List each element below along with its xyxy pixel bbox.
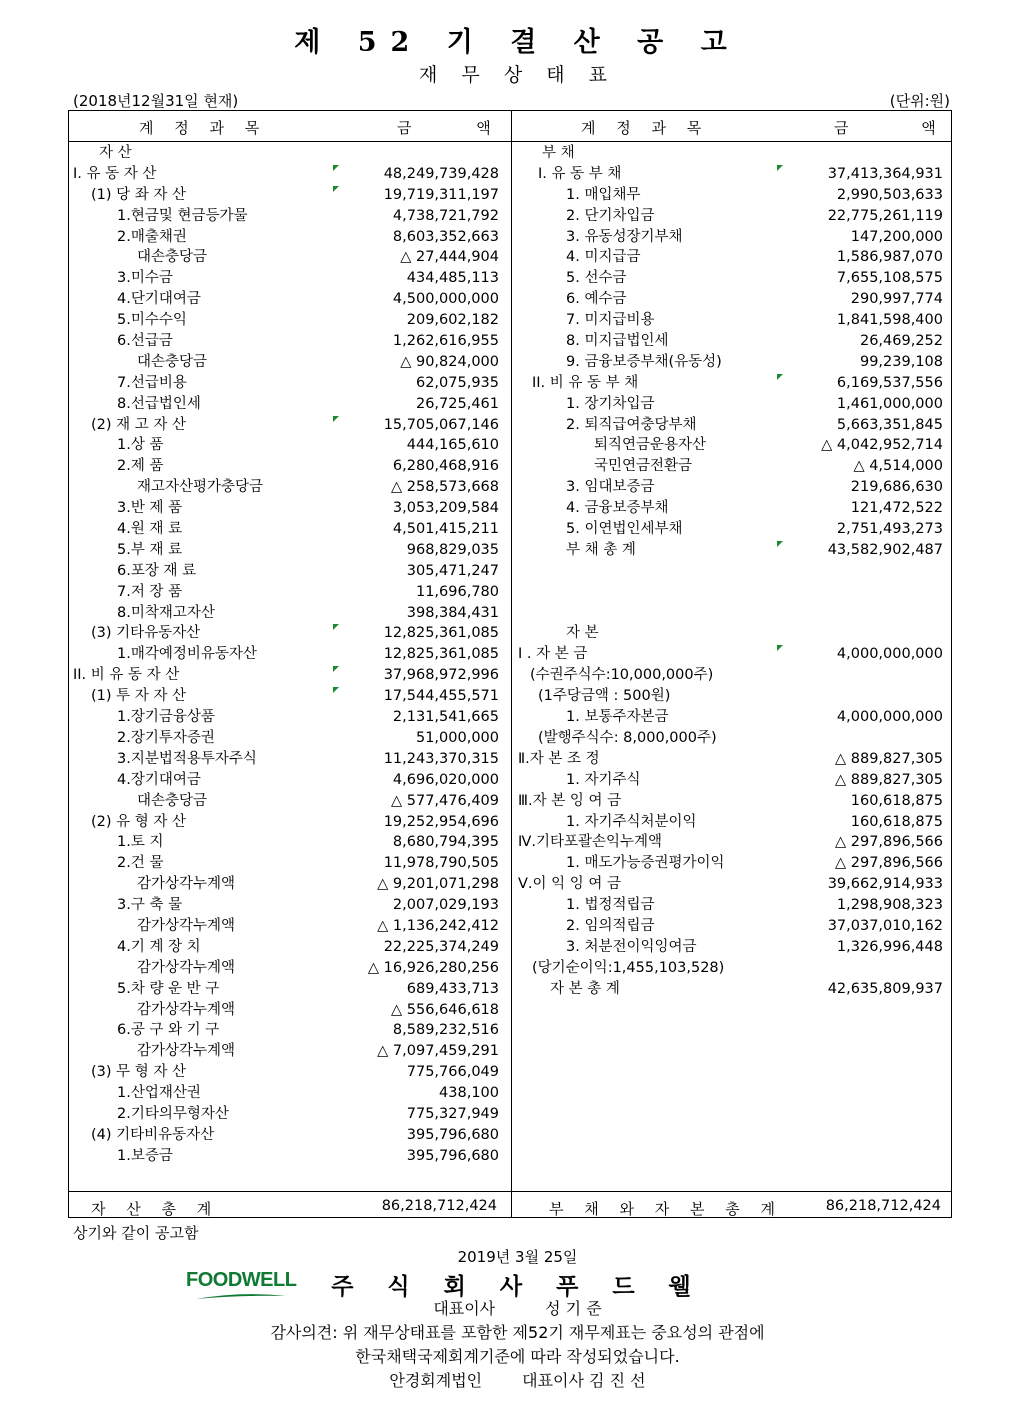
account-amount: 39,662,914,933 (827, 876, 943, 893)
account-amount: 968,829,035 (406, 541, 499, 558)
account-label: (4) 기타비유동자산 (91, 1126, 215, 1143)
table-row (69, 1041, 511, 1062)
account-label: 5. 선수금 (566, 270, 627, 287)
table-row (69, 310, 511, 331)
account-amount: 12,825,361,085 (383, 625, 499, 642)
table-row (512, 874, 953, 895)
account-amount: 1,586,987,070 (836, 249, 943, 266)
account-amount: 8,603,352,663 (392, 228, 499, 245)
account-label: 4.원 재 료 (117, 521, 183, 538)
account-label: (1주당금액 : 500원) (538, 688, 671, 705)
account-label: 4.단기대여금 (117, 291, 201, 308)
table-row (512, 665, 953, 686)
table-row (512, 728, 953, 749)
account-label: (3) 무 형 자 산 (91, 1064, 187, 1081)
balance-sheet-table (68, 110, 970, 1218)
account-label: 1.현금및 현금등가물 (117, 207, 248, 224)
account-amount: △ 297,896,566 (834, 834, 943, 851)
account-label: Ⅱ.자 본 조 정 (518, 750, 600, 767)
table-row (512, 206, 953, 227)
account-amount: 2,990,503,633 (836, 186, 943, 203)
table-row (512, 603, 953, 624)
account-label: 대손충당금 (137, 249, 208, 266)
account-label: 2. 임의적립금 (566, 917, 655, 934)
account-amount: 1,841,598,400 (836, 312, 943, 329)
account-amount: 434,485,113 (406, 270, 499, 287)
account-label: 자 본 총 계 (550, 980, 620, 997)
table-row (512, 853, 953, 874)
account-amount: 8,680,794,395 (392, 834, 499, 851)
ceo-line (0, 1296, 1035, 1319)
account-amount: 11,243,370,315 (383, 750, 499, 767)
account-label: 1. 법정적립금 (566, 897, 655, 914)
account-label: 5.미수수익 (117, 312, 187, 329)
table-row (69, 1083, 511, 1104)
table-row (69, 979, 511, 1000)
account-label: I . 자 본 금 (518, 646, 588, 663)
table-row (512, 247, 953, 268)
account-amount: 11,978,790,505 (383, 855, 499, 872)
table-row (512, 289, 953, 310)
unit-label: (단위:원) (889, 92, 950, 110)
account-amount: 7,655,108,575 (836, 270, 943, 287)
auditor-line (0, 1368, 1035, 1391)
account-label: 1. 보통주자본금 (566, 709, 669, 726)
account-amount: 121,472,522 (850, 500, 943, 517)
publication-date: 2019년 3월 25일 (457, 1248, 578, 1266)
total-assets-label: 자 산 총 계 (91, 1200, 220, 1218)
account-amount: 11,696,780 (415, 583, 499, 600)
account-label: 2. 퇴직급여충당부채 (566, 416, 697, 433)
account-label: 퇴직연금운용자산 (594, 437, 707, 454)
total-liabilities-equity-label: 부 채 와 자 본 총 계 (549, 1200, 784, 1218)
total-liabilities-equity-amount: 86,218,712,424 (825, 1198, 941, 1214)
account-amount: 444,165,610 (406, 437, 499, 454)
table-row (512, 644, 953, 665)
table-row (69, 665, 511, 686)
account-amount: 4,000,000,000 (836, 646, 943, 663)
logo-text: FOODWELL (186, 1269, 297, 1291)
account-label: Ⅳ.기타포괄손익누계액 (518, 834, 663, 851)
account-amount: 99,239,108 (859, 353, 943, 370)
table-row (69, 227, 511, 248)
table-row (69, 331, 511, 352)
table-row (69, 373, 511, 394)
account-label: 부 채 (542, 145, 575, 161)
account-label: I. 유 동 자 산 (73, 165, 157, 182)
account-label: II. 비 유 동 자 산 (73, 667, 180, 684)
table-row (69, 247, 511, 268)
account-amount: 5,663,351,845 (836, 416, 943, 433)
account-amount: 4,500,000,000 (392, 291, 499, 308)
table-row (69, 958, 511, 979)
auditor-ceo: 대표이사 김 진 선 (522, 1371, 646, 1390)
account-amount: 26,725,461 (415, 395, 499, 412)
account-amount: △ 27,444,904 (400, 249, 499, 266)
account-amount: 438,100 (439, 1085, 499, 1102)
table-row (512, 498, 953, 519)
table-row (69, 352, 511, 373)
account-label: 2.장기투자증권 (117, 729, 215, 746)
table-row (69, 456, 511, 477)
table-row (69, 770, 511, 791)
assets-column (69, 143, 511, 1183)
table-row (512, 812, 953, 833)
table-row (512, 916, 953, 937)
table-row (69, 686, 511, 707)
account-amount: 689,433,713 (406, 980, 499, 997)
auditor-firm: 안경회계법인 (389, 1371, 483, 1390)
account-amount: △ 16,926,280,256 (367, 959, 499, 976)
table-row (69, 1104, 511, 1125)
left-header-amount: 금 액 (397, 119, 521, 137)
account-amount: 2,751,493,273 (836, 521, 943, 538)
account-amount: 62,075,935 (415, 374, 499, 391)
account-label: 재고자산평가충당금 (137, 479, 264, 496)
account-amount: 1,298,908,323 (836, 897, 943, 914)
account-label: (발행주식수: 8,000,000주) (538, 729, 717, 746)
table-row (512, 895, 953, 916)
account-amount: 22,225,374,249 (383, 938, 499, 955)
account-label: 2.제 품 (117, 458, 164, 475)
account-label: 국민연금전환금 (594, 458, 693, 475)
table-row (69, 582, 511, 603)
account-label: 3.반 제 품 (117, 500, 183, 517)
account-label: 9. 금융보증부채(유동성) (566, 353, 722, 370)
table-row (512, 770, 953, 791)
account-label: 4. 금융보증부채 (566, 500, 669, 517)
table-row (512, 185, 953, 206)
account-amount: 42,635,809,937 (827, 980, 943, 997)
account-amount: 37,968,972,996 (383, 667, 499, 684)
table-row (69, 143, 511, 164)
account-label: 1.보증금 (117, 1147, 173, 1164)
table-row (512, 686, 953, 707)
table-row (512, 582, 953, 603)
table-row (69, 540, 511, 561)
account-label: 8.미착재고자산 (117, 604, 215, 621)
account-label: 2.매출채권 (117, 228, 187, 245)
account-label: (2) 재 고 자 산 (91, 416, 187, 433)
account-label: 6.포장 재 료 (117, 562, 197, 579)
company-name: 주 식 회 사 푸 드 웰 (331, 1273, 704, 1300)
account-amount: 43,582,902,487 (827, 541, 943, 558)
table-row (512, 310, 953, 331)
account-label: 5.부 재 료 (117, 541, 183, 558)
account-label: Ⅴ.이 익 잉 여 금 (518, 876, 621, 893)
ceo-title: 대표이사 (433, 1299, 496, 1318)
account-amount: 4,738,721,792 (392, 207, 499, 224)
table-row (512, 937, 953, 958)
account-label: 3. 임대보증금 (566, 479, 655, 496)
account-label: 1. 매도가능증권평가이익 (566, 855, 725, 872)
account-label: II. 비 유 동 부 채 (532, 374, 639, 391)
account-label: (1) 당 좌 자 산 (91, 186, 187, 203)
account-amount: 19,719,311,197 (383, 186, 499, 203)
account-amount: 51,000,000 (415, 729, 499, 746)
account-label: 6.공 구 와 기 구 (117, 1022, 220, 1039)
account-label: 2.건 물 (117, 855, 164, 872)
account-label: 감가상각누계액 (137, 959, 236, 976)
account-amount: 12,825,361,085 (383, 646, 499, 663)
right-header-item: 계 정 과 목 (581, 119, 710, 137)
account-label: 1.상 품 (117, 437, 164, 454)
account-label: 4. 미지급금 (566, 249, 641, 266)
account-label: 자 산 (99, 145, 132, 161)
account-label: (당기순이익:1,455,103,528) (532, 959, 725, 976)
as-of-date: (2018년12월31일 현재) (73, 92, 239, 110)
account-amount: 305,471,247 (406, 562, 499, 579)
green-marker-icon (333, 186, 339, 192)
account-amount: △ 577,476,409 (390, 792, 499, 809)
table-row (69, 707, 511, 728)
account-amount: 3,053,209,584 (392, 500, 499, 517)
table-row (69, 394, 511, 415)
account-amount: △ 7,097,459,291 (377, 1043, 499, 1060)
table-row (69, 206, 511, 227)
account-amount: 37,037,010,162 (827, 917, 943, 934)
table-row (512, 477, 953, 498)
table-row (69, 519, 511, 540)
audit-opinion-line2: 한국채택국제회계기준에 따라 작성되었습니다. (355, 1347, 680, 1366)
table-header-divider (69, 141, 951, 142)
table-row (69, 603, 511, 624)
green-marker-icon (777, 165, 783, 171)
account-amount: 395,796,680 (406, 1126, 499, 1143)
account-label: 1. 장기차입금 (566, 395, 655, 412)
account-amount: 4,000,000,000 (836, 709, 943, 726)
liabilities-equity-column (512, 143, 953, 1183)
account-label: (3) 기타유동자산 (91, 625, 201, 642)
account-label: 감가상각누계액 (137, 876, 236, 893)
account-label: 부 채 총 계 (566, 541, 636, 558)
table-row (69, 874, 511, 895)
account-amount: △ 297,896,566 (834, 855, 943, 872)
account-amount: △ 4,042,952,714 (821, 437, 943, 454)
account-amount: 15,705,067,146 (383, 416, 499, 433)
table-row (69, 1146, 511, 1167)
table-row (512, 164, 953, 185)
account-amount: 4,696,020,000 (392, 771, 499, 788)
table-row (512, 958, 953, 979)
account-label: 1.매각예정비유동자산 (117, 646, 257, 663)
account-label: 3. 유동성장기부채 (566, 228, 683, 245)
account-label: 5.차 량 운 반 구 (117, 980, 220, 997)
table-row (69, 477, 511, 498)
account-amount: 775,766,049 (406, 1064, 499, 1081)
page-title: 제 52 기 결 산 공 고 (294, 27, 741, 58)
account-label: 7.저 장 품 (117, 583, 183, 600)
account-label: 1. 매입채무 (566, 186, 641, 203)
table-row (512, 749, 953, 770)
account-amount: 26,469,252 (859, 333, 943, 350)
table-row (69, 268, 511, 289)
account-label: Ⅲ.자 본 잉 여 금 (518, 792, 622, 809)
table-row (69, 937, 511, 958)
right-header-amount: 금 액 (834, 119, 970, 137)
table-row (512, 331, 953, 352)
green-marker-icon (333, 416, 339, 422)
account-label: 1.토 지 (117, 834, 164, 851)
account-label: 4.장기대여금 (117, 771, 201, 788)
account-amount: 19,252,954,696 (383, 813, 499, 830)
table-row (512, 268, 953, 289)
table-row (69, 749, 511, 770)
account-amount: 395,796,680 (406, 1147, 499, 1164)
page-subtitle: 재 무 상 태 표 (419, 64, 616, 86)
table-row (512, 373, 953, 394)
notice-text: 상기와 같이 공고함 (73, 1224, 199, 1242)
account-label: 4.기 계 장 치 (117, 938, 201, 955)
account-label: 5. 이연법인세부채 (566, 521, 683, 538)
account-amount: △ 90,824,000 (400, 353, 499, 370)
table-row (512, 352, 953, 373)
account-label: 감가상각누계액 (137, 1043, 236, 1060)
account-label: I. 유 동 부 채 (538, 165, 622, 182)
green-marker-icon (333, 687, 339, 693)
table-row (69, 1125, 511, 1146)
audit-opinion-line1: 감사의견: 위 재무상태표를 포함한 제52기 재무제표는 중요성의 관점에 (270, 1323, 765, 1342)
account-label: 2.기타의무형자산 (117, 1105, 229, 1122)
table-row (69, 415, 511, 436)
account-label: 6. 예수금 (566, 291, 627, 308)
account-label: 감가상각누계액 (137, 1001, 236, 1018)
account-amount: 160,618,875 (850, 813, 943, 830)
table-row (69, 185, 511, 206)
green-marker-icon (777, 374, 783, 380)
account-label: 8.선급법인세 (117, 395, 201, 412)
green-marker-icon (333, 624, 339, 630)
account-label: (2) 유 형 자 산 (91, 813, 187, 830)
table-row (512, 832, 953, 853)
table-row (512, 456, 953, 477)
account-amount: △ 4,514,000 (853, 458, 943, 475)
account-label: 2. 단기차입금 (566, 207, 655, 224)
account-amount: 37,413,364,931 (827, 165, 943, 182)
table-row (69, 498, 511, 519)
table-row (512, 415, 953, 436)
account-label: (1) 투 자 자 산 (91, 688, 187, 705)
account-label: 7.선급비용 (117, 374, 187, 391)
table-row (69, 1020, 511, 1041)
account-amount: △ 258,573,668 (390, 479, 499, 496)
table-row (69, 916, 511, 937)
account-amount: 1,461,000,000 (836, 395, 943, 412)
table-row (512, 791, 953, 812)
account-amount: 17,544,455,571 (383, 688, 499, 705)
account-amount: △ 889,827,305 (834, 750, 943, 767)
green-marker-icon (777, 541, 783, 547)
table-row (69, 289, 511, 310)
account-label: 1.산업재산권 (117, 1085, 201, 1102)
account-amount: 48,249,739,428 (383, 165, 499, 182)
account-amount: △ 1,136,242,412 (377, 917, 499, 934)
account-amount: △ 556,646,618 (390, 1001, 499, 1018)
table-row (69, 791, 511, 812)
table-row (69, 164, 511, 185)
total-assets-amount: 86,218,712,424 (381, 1198, 497, 1214)
account-amount: 775,327,949 (406, 1105, 499, 1122)
account-label: 대손충당금 (137, 353, 208, 370)
account-amount: 2,007,029,193 (392, 897, 499, 914)
account-amount: 209,602,182 (406, 312, 499, 329)
table-row (69, 623, 511, 644)
table-row (512, 540, 953, 561)
account-label: 3.지분법적용투자주식 (117, 750, 257, 767)
table-row (69, 1062, 511, 1083)
account-label: 감가상각누계액 (137, 917, 236, 934)
account-amount: △ 889,827,305 (834, 771, 943, 788)
table-row (512, 623, 953, 644)
account-amount: 6,169,537,556 (836, 374, 943, 391)
ceo-name: 성 기 준 (545, 1299, 602, 1318)
table-row (512, 707, 953, 728)
account-amount: △ 9,201,071,298 (377, 876, 499, 893)
green-marker-icon (333, 666, 339, 672)
account-amount: 160,618,875 (850, 792, 943, 809)
account-amount: 2,131,541,665 (392, 709, 499, 726)
account-label: (수권주식수:10,000,000주) (530, 667, 714, 684)
table-row (512, 143, 953, 164)
table-row (69, 435, 511, 456)
account-label: 8. 미지급법인세 (566, 333, 669, 350)
account-label: 1. 자기주식처분이익 (566, 813, 697, 830)
table-row (69, 853, 511, 874)
account-label: 3.구 축 물 (117, 897, 183, 914)
table-row (69, 812, 511, 833)
table-row (69, 644, 511, 665)
table-row (69, 728, 511, 749)
account-label: 7. 미지급비용 (566, 312, 655, 329)
table-row (512, 435, 953, 456)
account-label: 1.장기금융상품 (117, 709, 215, 726)
account-label: 대손충당금 (137, 792, 208, 809)
account-label: 3.미수금 (117, 270, 173, 287)
table-footer-divider (69, 1191, 951, 1192)
account-amount: 8,589,232,516 (392, 1022, 499, 1039)
table-row (512, 979, 953, 1000)
table-row (512, 519, 953, 540)
green-marker-icon (777, 645, 783, 651)
account-amount: 1,326,996,448 (836, 938, 943, 955)
account-amount: 147,200,000 (850, 228, 943, 245)
account-amount: 398,384,431 (406, 604, 499, 621)
green-marker-icon (333, 165, 339, 171)
account-label: 3. 처분전이익잉여금 (566, 938, 697, 955)
account-amount: 6,280,468,916 (392, 458, 499, 475)
table-row (512, 394, 953, 415)
account-label: 6.선급금 (117, 333, 173, 350)
account-label: 1. 자기주식 (566, 771, 641, 788)
account-amount: 290,997,774 (850, 291, 943, 308)
table-row (512, 227, 953, 248)
table-row (69, 1000, 511, 1021)
account-amount: 4,501,415,211 (392, 521, 499, 538)
account-label: 자 본 (566, 625, 599, 642)
left-header-item: 계 정 과 목 (139, 119, 268, 137)
table-row (69, 561, 511, 582)
account-amount: 1,262,616,955 (392, 333, 499, 350)
table-row (69, 832, 511, 853)
table-row (69, 895, 511, 916)
account-amount: 219,686,630 (850, 479, 943, 496)
table-row (512, 561, 953, 582)
account-amount: 22,775,261,119 (827, 207, 943, 224)
